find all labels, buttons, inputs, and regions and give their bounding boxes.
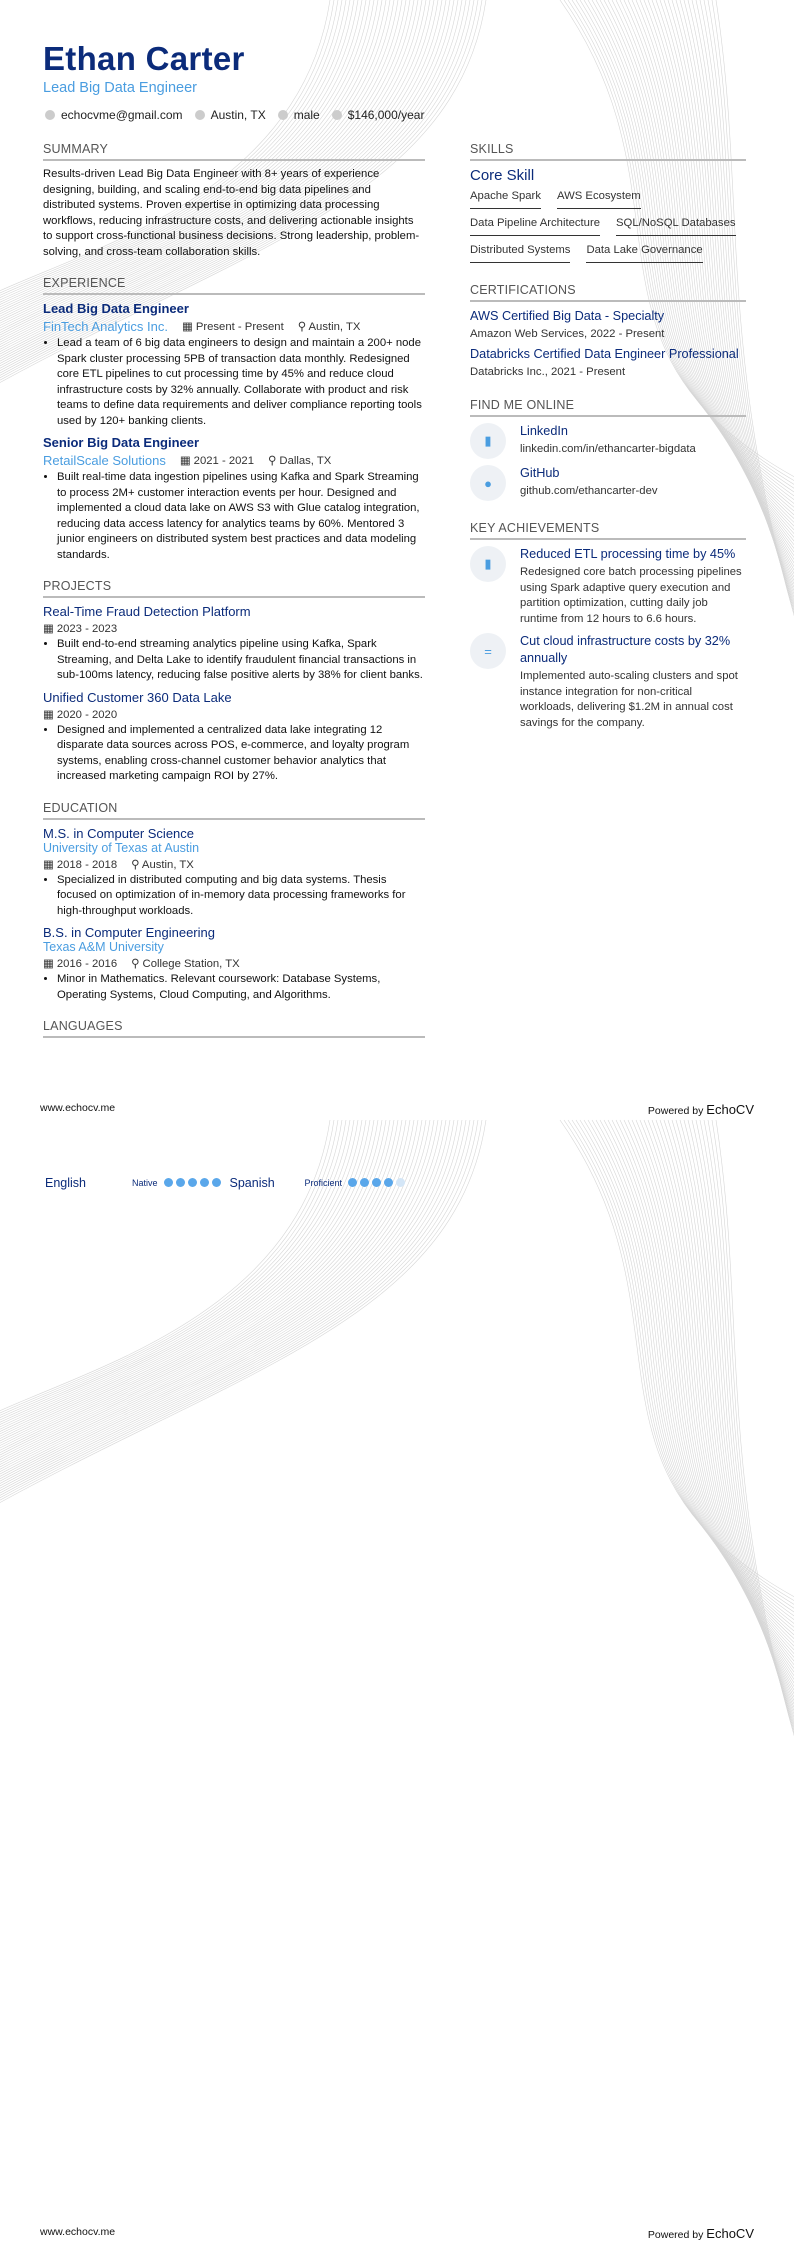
location-pin-icon: ⚲ bbox=[297, 321, 309, 333]
degree: M.S. in Computer Science bbox=[43, 825, 195, 841]
contact-email[interactable] bbox=[45, 108, 183, 122]
degree: B.S. in Computer Engineering bbox=[43, 925, 215, 940]
project-title: Unified Customer 360 Data Lake bbox=[43, 689, 232, 705]
calendar-icon: ▦ bbox=[43, 708, 57, 721]
language-rating bbox=[348, 1176, 408, 1190]
project-bullet: • Built end-to-end streaming analytics pipeline using Kafka, Spark Streaming, and Delta Lake to identify fraudulent financial transactions in sub-100ms latency, reducing false positive alerts by 38% for client banks. bbox=[57, 637, 425, 684]
date-range: ▦ 2021 - 2021 bbox=[179, 455, 254, 467]
project-item bbox=[43, 690, 425, 785]
contact-gender bbox=[278, 108, 320, 122]
calendar-icon: ▦ bbox=[43, 958, 57, 970]
achievement-title: Reduced ETL processing time by 45% bbox=[520, 547, 736, 561]
linkedin-icon: ▮ bbox=[470, 423, 506, 459]
skills-list bbox=[470, 188, 746, 263]
language-level: Native bbox=[132, 1178, 158, 1188]
cert-name: AWS Certified Big Data - Specialty bbox=[470, 309, 665, 323]
footer-brand: EchoCV bbox=[706, 2226, 754, 2241]
resume-page-2 bbox=[0, 1120, 794, 2246]
resume-page-1 bbox=[0, 0, 794, 1120]
rating-dot bbox=[372, 1178, 381, 1187]
date-range: ▦ 2020 - 2020 bbox=[43, 708, 118, 721]
cert-name: Databricks Certified Data Engineer Professional bbox=[470, 347, 739, 361]
email-text: echocvme@gmail.com bbox=[61, 108, 183, 122]
achievement-desc: Redesigned core batch processing pipelines using Spark adaptive query execution and partition optimization, cutting daily job runtime from 12 hours to 6.6 hours. bbox=[520, 566, 742, 625]
job-location: ⚲ Austin, TX bbox=[297, 321, 361, 333]
salary-text: $146,000/year bbox=[347, 108, 425, 122]
skill-group-title: Core Skill bbox=[470, 167, 535, 184]
date-range: ▦ 2023 - 2023 bbox=[43, 623, 118, 635]
date-range: ▦ Present - Present bbox=[182, 321, 284, 333]
section-heading-summary: SUMMARY bbox=[43, 142, 425, 161]
rating-dot bbox=[188, 1178, 197, 1187]
experience-item bbox=[43, 301, 425, 429]
section-heading-languages: LANGUAGES bbox=[43, 1019, 425, 1038]
candidate-name: Ethan Carter bbox=[43, 40, 245, 77]
calendar-icon: ▦ bbox=[182, 321, 196, 333]
calendar-icon: ▦ bbox=[43, 623, 57, 635]
school: University of Texas at Austin bbox=[43, 840, 200, 855]
achievement-desc: Implemented auto-scaling clusters and spot instance integration for non-critical workloads, delivering $1.2M in annual cost savings for the company. bbox=[520, 670, 738, 729]
skill-tag: Apache Spark bbox=[470, 188, 541, 209]
contact-salary bbox=[332, 108, 425, 122]
candidate-title: Lead Big Data Engineer bbox=[43, 80, 197, 96]
location-pin-icon: ⚲ bbox=[267, 455, 280, 467]
rating-dot bbox=[396, 1178, 405, 1187]
section-heading-education: EDUCATION bbox=[43, 801, 425, 820]
rating-dot bbox=[212, 1178, 221, 1187]
online-item-github[interactable] bbox=[470, 465, 746, 501]
project-bullet: • Designed and implemented a centralized data lake integrating 12 disparate data sources across POS, e-commerce, and loyalty program systems, enabling cross-channel customer behavior analytics that increased marketing campaign ROI by 27%. bbox=[57, 723, 425, 785]
rating-dot bbox=[348, 1178, 357, 1187]
languages-list bbox=[45, 1176, 408, 1190]
company-name: FinTech Analytics Inc. bbox=[43, 319, 168, 334]
calendar-icon: ▦ bbox=[43, 858, 57, 871]
date-range: ▦ 2018 - 2018 bbox=[43, 858, 118, 871]
footer-powered: Powered by EchoCV bbox=[647, 1102, 754, 1117]
summary-text: Results-driven Lead Big Data Engineer with 8+ years of experience designing, building, and scaling end-to-end big data pipelines and distributed systems. Proven expertise in optimizing data processing workflows, reducing infrastructure costs, and delivering actionable insights to support cross-functional business decisions. Strong leadership, problem-solving, and cross-team collaboration skills. bbox=[43, 168, 420, 258]
skill-tag: Data Pipeline Architecture bbox=[470, 215, 600, 236]
education-item bbox=[43, 826, 425, 920]
skill-tag: AWS Ecosystem bbox=[557, 188, 641, 209]
section-heading-skills: SKILLS bbox=[470, 142, 746, 161]
language-level: Proficient bbox=[304, 1178, 343, 1188]
language-name: Spanish bbox=[229, 1176, 275, 1190]
section-heading-experience: EXPERIENCE bbox=[43, 276, 425, 295]
edu-location: ⚲ College Station, TX bbox=[131, 958, 240, 970]
language-name: English bbox=[45, 1176, 86, 1190]
section-heading-certifications: CERTIFICATIONS bbox=[470, 283, 746, 302]
job-role: Lead Big Data Engineer bbox=[43, 301, 189, 316]
person-icon bbox=[278, 110, 288, 120]
skill-tag: Distributed Systems bbox=[470, 242, 570, 263]
skill-tag: Data Lake Governance bbox=[586, 242, 702, 263]
location-pin-icon: ⚲ bbox=[131, 958, 143, 970]
cert-issuer: Amazon Web Services, 2022 - Present bbox=[470, 328, 665, 340]
online-name: LinkedIn bbox=[520, 424, 568, 438]
rating-dot bbox=[200, 1178, 209, 1187]
lines-icon: = bbox=[470, 633, 506, 669]
skill-tag: SQL/NoSQL Databases bbox=[616, 215, 736, 236]
school: Texas A&M University bbox=[43, 940, 164, 954]
job-location: ⚲ Dallas, TX bbox=[267, 455, 332, 467]
at-icon bbox=[45, 110, 55, 120]
page-footer bbox=[40, 1102, 754, 1117]
company-name: RetailScale Solutions bbox=[43, 453, 166, 468]
contact-location bbox=[195, 108, 266, 122]
money-icon bbox=[332, 110, 342, 120]
achievement-item bbox=[470, 633, 746, 731]
online-item-linkedin[interactable] bbox=[470, 423, 746, 459]
location-pin-icon: ⚲ bbox=[131, 858, 142, 871]
education-item bbox=[43, 925, 425, 1003]
online-url[interactable]: linkedin.com/in/ethancarter-bigdata bbox=[520, 443, 696, 455]
edu-location: ⚲ Austin, TX bbox=[131, 858, 194, 871]
left-column bbox=[43, 142, 425, 1044]
job-bullet: • Built real-time data ingestion pipelines using Kafka and Spark Streaming to process 2M+ customer interaction events per hour. Designed and implemented a cloud data lake on AWS S3 with Glue catalog integration, reducing data access latency for analytics teams by 60%. Mentored 3 junior engineers on distributed system best practices and data modeling standards. bbox=[57, 470, 425, 563]
section-heading-achievements: KEY ACHIEVEMENTS bbox=[470, 521, 746, 540]
experience-item bbox=[43, 435, 425, 563]
rating-dot bbox=[176, 1178, 185, 1187]
section-heading-projects: PROJECTS bbox=[43, 579, 425, 598]
location-pin-icon bbox=[195, 110, 205, 120]
language-rating bbox=[164, 1176, 224, 1190]
section-heading-online: FIND ME ONLINE bbox=[470, 398, 746, 417]
online-url[interactable]: github.com/ethancarter-dev bbox=[520, 485, 658, 497]
job-bullet: • Lead a team of 6 big data engineers to design and maintain a 200+ node Spark cluster processing 5PB of transaction data monthly. Redesigned core ETL pipelines to cut processing time by 45% and reduce cloud infrastructure costs by 32% annually. Collaborate with product and risk teams to define data requirements and deliver compliance reporting tools used by 120+ banking clients. bbox=[57, 336, 425, 429]
location-text: Austin, TX bbox=[210, 108, 266, 122]
date-range: ▦ 2016 - 2016 bbox=[43, 958, 118, 970]
right-column bbox=[470, 142, 746, 731]
page-footer bbox=[40, 2226, 754, 2241]
calendar-icon: ▦ bbox=[179, 455, 194, 467]
rating-dot bbox=[164, 1178, 173, 1187]
github-icon: ● bbox=[470, 465, 506, 501]
footer-site-link[interactable]: www.echocv.me bbox=[40, 2226, 116, 2238]
job-role: Senior Big Data Engineer bbox=[43, 435, 200, 450]
gender-text: male bbox=[293, 108, 320, 122]
footer-site-link[interactable]: www.echocv.me bbox=[40, 1102, 116, 1114]
footer-powered: Powered by EchoCV bbox=[647, 2226, 754, 2241]
rating-dot bbox=[360, 1178, 369, 1187]
project-title: Real-Time Fraud Detection Platform bbox=[43, 604, 251, 619]
rating-dot bbox=[384, 1178, 393, 1187]
clipboard-icon: ▮ bbox=[470, 546, 506, 582]
project-item bbox=[43, 604, 425, 684]
online-name: GitHub bbox=[520, 466, 560, 480]
achievement-title: Cut cloud infrastructure costs by 32% annually bbox=[520, 634, 731, 665]
education-bullet: • Minor in Mathematics. Relevant coursework: Database Systems, Operating Systems, Cloud Computing, and Algorithms. bbox=[57, 972, 425, 1003]
education-bullet: • Specialized in distributed computing and big data systems. Thesis focused on optimization of in-memory data processing frameworks for high-throughput workloads. bbox=[57, 873, 425, 920]
cert-issuer: Databricks Inc., 2021 - Present bbox=[470, 366, 626, 378]
contact-row bbox=[45, 108, 424, 122]
achievement-item bbox=[470, 546, 746, 627]
footer-brand: EchoCV bbox=[706, 1102, 754, 1117]
